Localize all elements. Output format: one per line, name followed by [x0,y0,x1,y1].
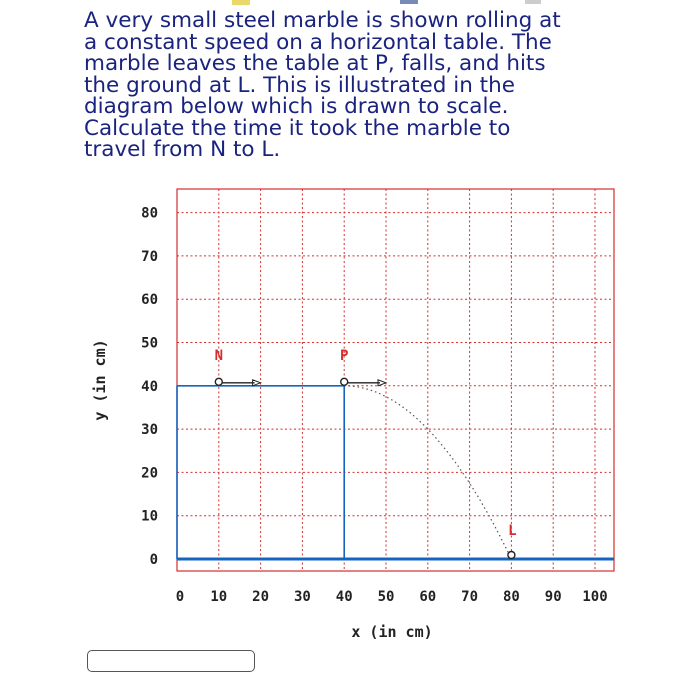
x-tick-label: 100 [582,589,608,605]
x-tick-label: 90 [544,589,562,605]
question-line: the ground at L. This is illustrated in the [84,72,515,98]
question-line: marble leaves the table at P, falls, and hits [84,51,546,76]
marble-point [341,378,348,385]
x-tick-label: 70 [461,589,479,605]
plot-frame [177,189,614,571]
marble-point [508,552,515,559]
question-line: a constant speed on a horizontal table. The [84,29,552,55]
point-label-p: P [339,347,349,364]
question-line: travel from N to L. [84,137,281,162]
x-tick-label: 20 [252,589,270,605]
x-tick-label: 30 [293,589,311,605]
answer-input[interactable] [87,650,255,672]
y-tick-label: 0 [149,552,158,568]
point-label-l: L [508,523,517,539]
y-tick-label: 40 [141,378,158,395]
y-tick-label: 10 [141,508,158,525]
point-label-n: N [214,347,224,364]
marble-point [215,378,222,385]
x-axis-label: x (in cm) [351,623,433,641]
trajectory-path [344,386,511,559]
x-tick-label: 0 [175,589,185,605]
question-line: A very small steel marble is shown rolling at [84,8,561,33]
y-tick-label: 60 [141,292,158,309]
x-tick-label: 10 [210,589,228,605]
x-tick-label: 60 [419,589,437,605]
y-tick-label: 80 [141,205,158,222]
x-tick-label: 50 [377,589,395,605]
y-tick-label: 70 [141,248,158,265]
x-tick-label: 80 [502,589,520,605]
question-line: diagram below which is drawn to scale. [84,94,509,119]
y-tick-label: 30 [141,422,158,439]
y-axis-label: y (in cm) [91,339,109,421]
y-tick-label: 20 [141,465,158,482]
question-line: Calculate the time it took the marble to [84,115,511,141]
x-tick-label: 40 [335,589,353,605]
y-tick-label: 50 [141,335,158,352]
